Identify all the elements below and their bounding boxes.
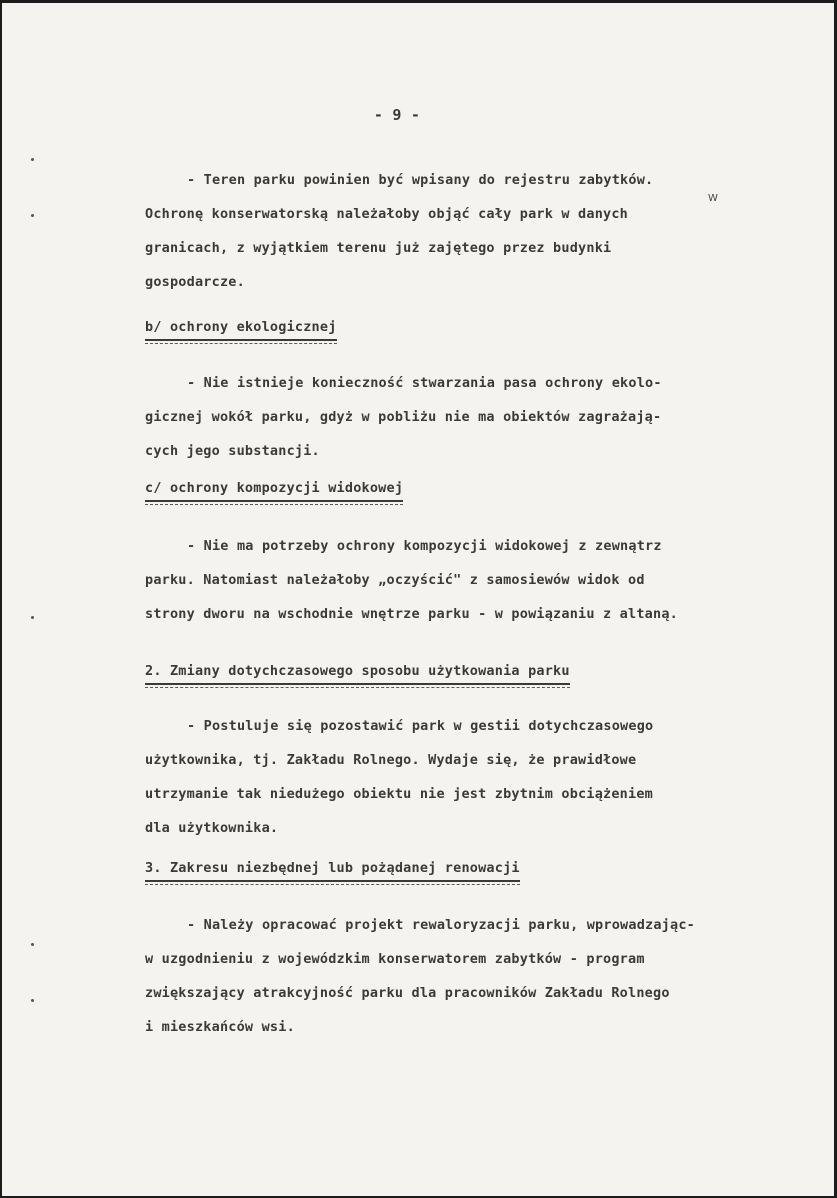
margin-dot — [31, 616, 34, 619]
text-line: gospodarcze. — [145, 274, 245, 290]
paragraph-intro — [145, 163, 810, 299]
paragraph-c — [145, 529, 810, 631]
text-line: gicznej wokół parku, gdyż w pobliżu nie ma obiektów zagrażają- — [145, 409, 662, 425]
margin-dot — [31, 999, 34, 1002]
document-page — [2, 3, 834, 1196]
heading-section-3: 3. Zakresu niezbędnej lub pożądanej renowacji — [145, 860, 520, 882]
text-line: - Postuluje się pozostawić park w gestii dotychczasowego — [187, 718, 654, 734]
text-line: utrzymanie tak niedużego obiektu nie jest zbytnim obciążeniem — [145, 786, 653, 802]
paragraph-b — [145, 366, 810, 468]
paragraph-section-3 — [145, 908, 810, 1044]
text-line: - Teren parku powinien być wpisany do rejestru zabytków. — [187, 172, 654, 188]
page-number: - 9 - — [373, 106, 421, 124]
text-line: użytkownika, tj. Zakładu Rolnego. Wydaje się, że prawidłowe — [145, 752, 637, 768]
text-line: parku. Natomiast należałoby „oczyścić" z samosiewów widok od — [145, 572, 645, 588]
handwritten-insert-mark: W — [708, 193, 718, 204]
heading-c: c/ ochrony kompozycji widokowej — [145, 480, 403, 502]
text-line: i mieszkańców wsi. — [145, 1019, 295, 1035]
margin-dot — [31, 943, 34, 946]
text-line: strony dworu na wschodnie wnętrze parku - w powiązaniu z altaną. — [145, 606, 678, 622]
margin-dot — [31, 158, 34, 161]
text-line: Ochronę konserwatorską należałoby objąć cały park w danych — [145, 206, 629, 222]
heading-section-2: 2. Zmiany dotychczasowego sposobu użytkowania parku — [145, 663, 570, 685]
text-line: w uzgodnieniu z wojewódzkim konserwatorem zabytków - program — [145, 951, 645, 967]
text-line: zwiększający atrakcyjność parku dla pracowników Zakładu Rolnego — [145, 985, 670, 1001]
text-line: - Nie istnieje konieczność stwarzania pasa ochrony ekolo- — [187, 375, 662, 391]
paragraph-section-2 — [145, 709, 810, 845]
text-line: dla użytkownika. — [145, 820, 279, 836]
text-line: granicach, z wyjątkiem terenu już zajętego przez budynki — [145, 240, 612, 256]
heading-b: b/ ochrony ekologicznej — [145, 319, 337, 341]
text-line: cych jego substancji. — [145, 443, 320, 459]
text-line: - Należy opracować projekt rewaloryzacji parku, wprowadzając- — [187, 917, 695, 933]
text-line: - Nie ma potrzeby ochrony kompozycji widokowej z zewnątrz — [187, 538, 662, 554]
margin-dot — [31, 214, 34, 217]
